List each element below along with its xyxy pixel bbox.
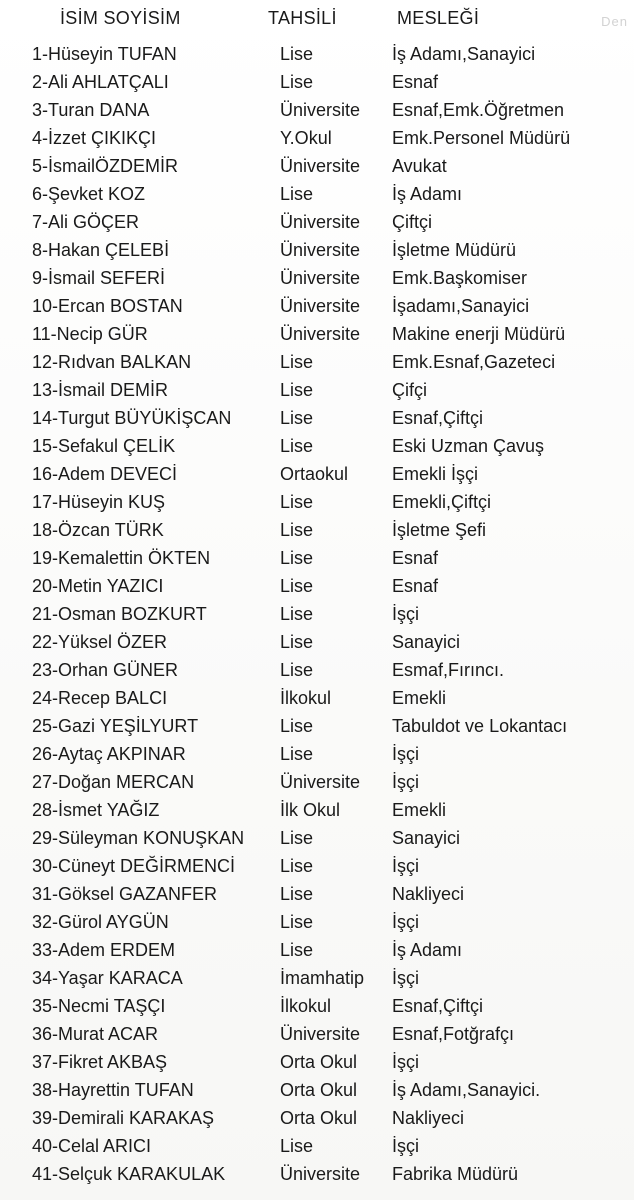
member-name: 18-Özcan TÜRK — [32, 520, 164, 540]
member-occupation: Esnaf,Emk.Öğretmen — [392, 100, 565, 120]
list-item — [0, 376, 634, 404]
list-item — [0, 712, 634, 740]
member-occupation: İşçi — [392, 744, 419, 764]
member-name: 8-Hakan ÇELEBİ — [32, 240, 170, 260]
member-education: Lise — [280, 660, 314, 680]
member-education: Lise — [280, 940, 314, 960]
list-item — [0, 824, 634, 852]
list-item — [0, 1132, 634, 1160]
list-item — [0, 68, 634, 96]
list-item — [0, 740, 634, 768]
member-name: 36-Murat ACAR — [32, 1024, 159, 1044]
list-item — [0, 768, 634, 796]
member-occupation: Emekli İşçi — [392, 464, 479, 484]
member-education: İlkokul — [280, 688, 332, 708]
member-occupation: Fabrika Müdürü — [392, 1164, 519, 1184]
member-education: Lise — [280, 492, 314, 512]
member-occupation: İşçi — [392, 772, 419, 792]
member-occupation: İşletme Şefi — [392, 520, 487, 540]
member-occupation: Esnaf — [392, 576, 439, 596]
member-name: 31-Göksel GAZANFER — [32, 884, 218, 904]
member-occupation: İşadamı,Sanayici — [392, 296, 530, 316]
member-occupation: Nakliyeci — [392, 1108, 465, 1128]
member-name: 37-Fikret AKBAŞ — [32, 1052, 168, 1072]
member-occupation: Emk.Başkomiser — [392, 268, 528, 288]
list-item — [0, 1160, 634, 1188]
member-name: 32-Gürol AYGÜN — [32, 912, 169, 932]
member-name: 21-Osman BOZKURT — [32, 604, 207, 624]
member-name: 20-Metin YAZICI — [32, 576, 164, 596]
list-item — [0, 124, 634, 152]
member-name: 15-Sefakul ÇELİK — [32, 436, 176, 456]
member-education: Y.Okul — [280, 128, 332, 148]
member-education: Orta Okul — [280, 1080, 358, 1100]
member-occupation: Esnaf,Çiftçi — [392, 996, 484, 1016]
corner-mark: Den — [601, 14, 628, 29]
header-name: İSİM SOYİSİM — [60, 8, 181, 28]
member-education: İmamhatip — [280, 968, 365, 988]
list-item — [0, 488, 634, 516]
member-occupation: İşçi — [392, 968, 419, 988]
member-name: 25-Gazi YEŞİLYURT — [32, 716, 199, 736]
member-occupation: Emekli,Çiftçi — [392, 492, 492, 512]
member-education: Lise — [280, 184, 314, 204]
list-item — [0, 432, 634, 460]
list-item — [0, 880, 634, 908]
member-occupation: Çiftçi — [392, 212, 432, 232]
member-occupation: Emk.Personel Müdürü — [392, 128, 571, 148]
member-occupation: Avukat — [392, 156, 447, 176]
member-name: 2-Ali AHLATÇALI — [32, 72, 169, 92]
member-education: Lise — [280, 716, 314, 736]
member-occupation: İş Adamı,Sanayici. — [392, 1080, 541, 1100]
member-education: Lise — [280, 408, 314, 428]
member-education: Lise — [280, 436, 314, 456]
member-name: 29-Süleyman KONUŞKAN — [32, 828, 245, 848]
member-occupation: Nakliyeci — [392, 884, 465, 904]
member-name: 26-Aytaç AKPINAR — [32, 744, 186, 764]
member-occupation: Esnaf,Fotğrafçı — [392, 1024, 515, 1044]
member-education: Üniversite — [280, 324, 361, 344]
member-education: Üniversite — [280, 100, 361, 120]
member-education: Lise — [280, 352, 314, 372]
member-education: Lise — [280, 632, 314, 652]
column-header-row — [0, 8, 634, 38]
list-item — [0, 292, 634, 320]
member-education: Orta Okul — [280, 1052, 358, 1072]
member-list — [0, 40, 634, 1188]
member-occupation: Emk.Esnaf,Gazeteci — [392, 352, 556, 372]
member-name: 14-Turgut BÜYÜKİŞCAN — [32, 408, 232, 428]
member-name: 11-Necip GÜR — [32, 324, 148, 344]
list-item — [0, 1020, 634, 1048]
member-name: 16-Adem DEVECİ — [32, 464, 178, 484]
list-item — [0, 656, 634, 684]
member-occupation: Tabuldot ve Lokantacı — [392, 716, 568, 736]
list-item — [0, 544, 634, 572]
member-name: 35-Necmi TAŞÇI — [32, 996, 166, 1016]
member-education: İlkokul — [280, 996, 332, 1016]
member-name: 5-İsmailÖZDEMİR — [32, 156, 179, 176]
list-item — [0, 152, 634, 180]
member-education: Üniversite — [280, 240, 361, 260]
member-occupation: Esnaf,Çiftçi — [392, 408, 484, 428]
member-occupation: Esnaf — [392, 548, 439, 568]
member-name: 17-Hüseyin KUŞ — [32, 492, 166, 512]
member-education: Lise — [280, 520, 314, 540]
member-name: 10-Ercan BOSTAN — [32, 296, 183, 316]
list-item — [0, 992, 634, 1020]
list-item — [0, 936, 634, 964]
member-occupation: İş Adamı,Sanayici — [392, 44, 536, 64]
member-education: Üniversite — [280, 296, 361, 316]
list-item — [0, 96, 634, 124]
member-occupation: İşçi — [392, 856, 419, 876]
member-name: 40-Celal ARICI — [32, 1136, 152, 1156]
member-education: Lise — [280, 744, 314, 764]
member-education: Lise — [280, 380, 314, 400]
member-name: 34-Yaşar KARACA — [32, 968, 183, 988]
member-occupation: İş Adamı — [392, 184, 463, 204]
header-occupation: MESLEĞİ — [397, 8, 480, 28]
member-education: Üniversite — [280, 212, 361, 232]
member-name: 9-İsmail SEFERİ — [32, 268, 166, 288]
list-item — [0, 460, 634, 488]
member-education: Ortaokul — [280, 464, 349, 484]
member-education: Orta Okul — [280, 1108, 358, 1128]
member-education: Üniversite — [280, 1024, 361, 1044]
member-name: 28-İsmet YAĞIZ — [32, 800, 160, 820]
member-education: Lise — [280, 576, 314, 596]
member-name: 30-Cüneyt DEĞİRMENCİ — [32, 856, 236, 876]
member-name: 23-Orhan GÜNER — [32, 660, 179, 680]
list-item — [0, 796, 634, 824]
member-name: 22-Yüksel ÖZER — [32, 632, 168, 652]
member-occupation: İşçi — [392, 912, 419, 932]
member-education: Lise — [280, 828, 314, 848]
list-item — [0, 180, 634, 208]
member-occupation: İşçi — [392, 1136, 419, 1156]
member-occupation: İşçi — [392, 604, 419, 624]
member-education: İlk Okul — [280, 800, 341, 820]
member-occupation: Emekli — [392, 688, 447, 708]
list-item — [0, 852, 634, 880]
member-education: Lise — [280, 884, 314, 904]
member-education: Lise — [280, 604, 314, 624]
member-occupation: Eski Uzman Çavuş — [392, 436, 545, 456]
list-item — [0, 516, 634, 544]
member-name: 19-Kemalettin ÖKTEN — [32, 548, 211, 568]
member-education: Lise — [280, 44, 314, 64]
member-occupation: Makine enerji Müdürü — [392, 324, 566, 344]
member-name: 12-Rıdvan BALKAN — [32, 352, 192, 372]
header-education: TAHSİLİ — [268, 8, 337, 28]
member-occupation: Esnaf — [392, 72, 439, 92]
member-name: 6-Şevket KOZ — [32, 184, 146, 204]
list-item — [0, 40, 634, 68]
member-occupation: İş Adamı — [392, 940, 463, 960]
list-item — [0, 320, 634, 348]
member-education: Lise — [280, 912, 314, 932]
member-name: 7-Ali GÖÇER — [32, 212, 140, 232]
list-item — [0, 1104, 634, 1132]
list-item — [0, 572, 634, 600]
list-item — [0, 684, 634, 712]
member-name: 1-Hüseyin TUFAN — [32, 44, 177, 64]
member-name: 4-İzzet ÇIKIKÇI — [32, 128, 157, 148]
member-occupation: İşletme Müdürü — [392, 240, 517, 260]
member-occupation: Çifçi — [392, 380, 427, 400]
list-item — [0, 236, 634, 264]
member-education: Üniversite — [280, 772, 361, 792]
member-education: Üniversite — [280, 156, 361, 176]
member-occupation: Esmaf,Fırıncı. — [392, 660, 505, 680]
member-name: 41-Selçuk KARAKULAK — [32, 1164, 226, 1184]
list-item — [0, 348, 634, 376]
list-item — [0, 1076, 634, 1104]
member-name: 24-Recep BALCI — [32, 688, 168, 708]
member-name: 38-Hayrettin TUFAN — [32, 1080, 194, 1100]
member-education: Lise — [280, 72, 314, 92]
list-item — [0, 600, 634, 628]
list-item — [0, 264, 634, 292]
list-item — [0, 964, 634, 992]
member-name: 33-Adem ERDEM — [32, 940, 176, 960]
member-education: Lise — [280, 856, 314, 876]
member-education: Üniversite — [280, 268, 361, 288]
member-occupation: Emekli — [392, 800, 447, 820]
member-education: Üniversite — [280, 1164, 361, 1184]
list-item — [0, 208, 634, 236]
list-item — [0, 628, 634, 656]
list-item — [0, 404, 634, 432]
member-name: 13-İsmail DEMİR — [32, 380, 169, 400]
member-education: Lise — [280, 548, 314, 568]
member-occupation: Sanayici — [392, 632, 461, 652]
list-item — [0, 1048, 634, 1076]
list-item — [0, 908, 634, 936]
member-occupation: Sanayici — [392, 828, 461, 848]
member-name: 3-Turan DANA — [32, 100, 150, 120]
member-name: 39-Demirali KARAKAŞ — [32, 1108, 215, 1128]
member-occupation: İşçi — [392, 1052, 419, 1072]
member-name: 27-Doğan MERCAN — [32, 772, 195, 792]
member-education: Lise — [280, 1136, 314, 1156]
